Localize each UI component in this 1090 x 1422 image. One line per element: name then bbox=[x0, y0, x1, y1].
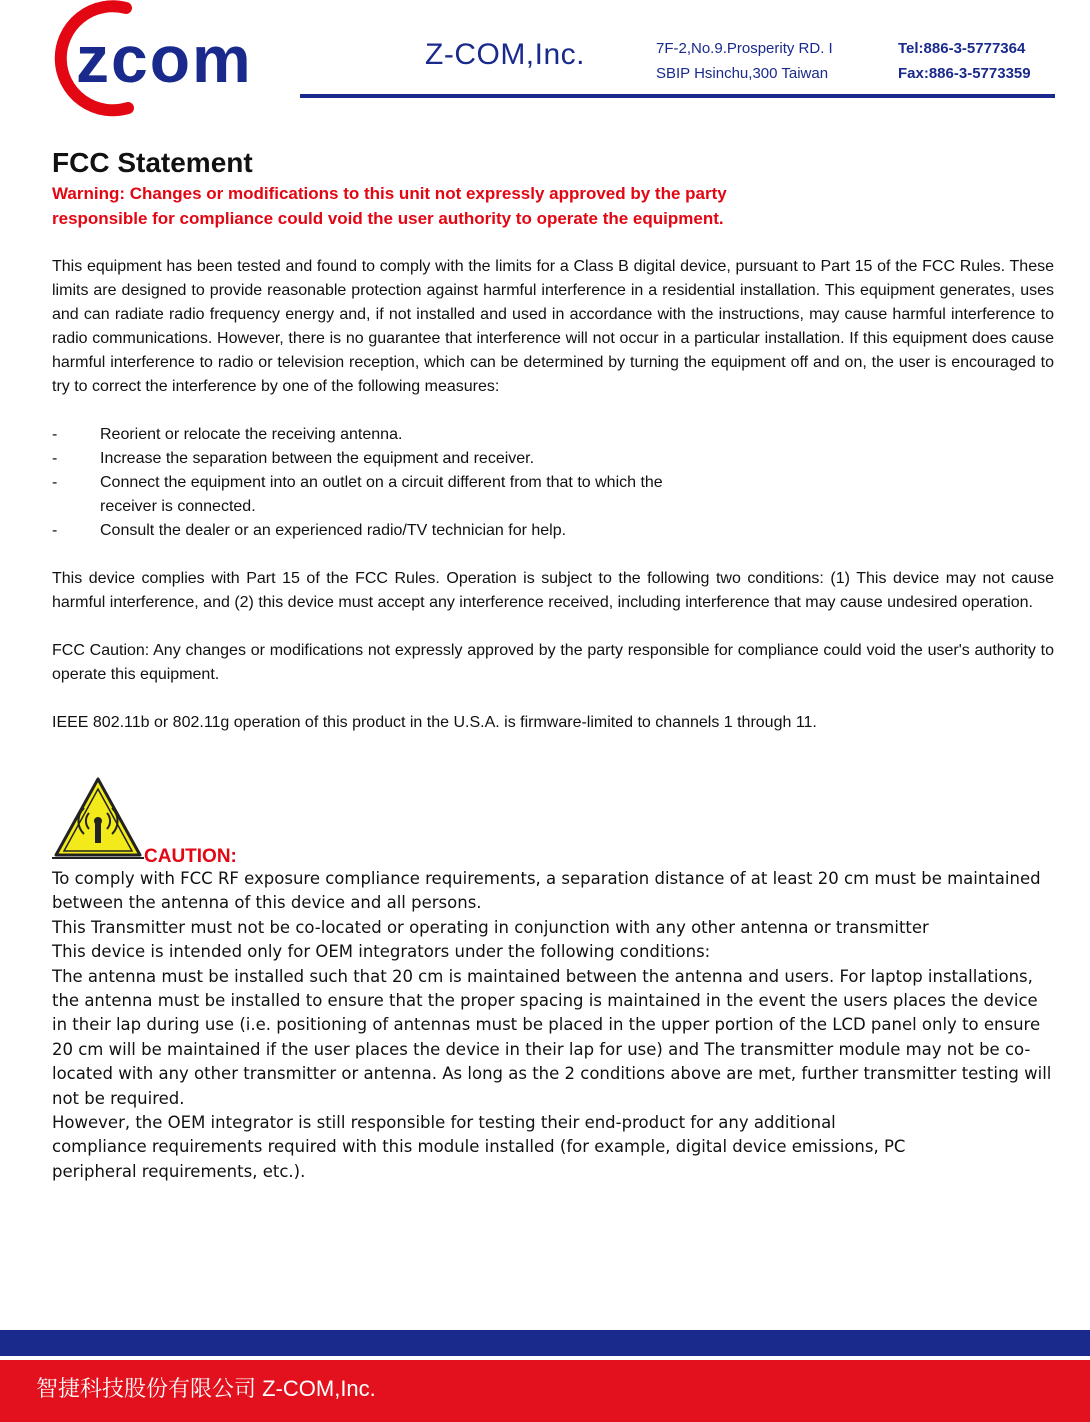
footer-top-bar bbox=[0, 1330, 1090, 1356]
company-contact bbox=[898, 36, 1031, 86]
company-address bbox=[656, 36, 833, 86]
caution-line-5: However, the OEM integrator is still responsible for testing their end-product for any additional compliance requirements required with this module installed (for example, digital device emissions, PC peripheral requirements, etc.). bbox=[52, 1113, 906, 1181]
list-item: - Increase the separation between the equipment and receiver. bbox=[52, 450, 535, 467]
caution-line-1: To comply with FCC RF exposure compliance requirements, a separation distance of at least 20 cm must be maintained between the antenna of this device and all persons. bbox=[52, 869, 1041, 913]
list-item: - Consult the dealer or an experienced radio/TV technician for help. bbox=[52, 522, 567, 539]
fcc-paragraph-2: This device complies with Part 15 of the FCC Rules. Operation is subject to the following two conditions: (1) This device may not cause harmful interference, and (2) this device must accept any interference received, including interference that may cause undesired operation. bbox=[52, 570, 1054, 611]
list-item: - Connect the equipment into an outlet on a circuit different from that to which the receiver is connected. bbox=[52, 474, 663, 515]
caution-row bbox=[52, 775, 1054, 867]
zcom-logo bbox=[48, 0, 303, 120]
list-item: - Reorient or relocate the receiving antenna. bbox=[52, 426, 403, 443]
tel: Tel:886-3-5777364 bbox=[898, 40, 1026, 57]
rf-warning-icon bbox=[52, 775, 144, 859]
fcc-paragraph-1: This equipment has been tested and found to comply with the limits for a Class B digital device, pursuant to Part 15 of the FCC Rules. These limits are designed to provide reasonable protection against harmful interference in a residential installation. This equipment generates, uses and can radiate radio frequency energy and, if not installed and used in accordance with the instructions, may cause harmful interference to radio communications. However, there is no guarantee that interference will not occur in a particular installation. If this equipment does cause harmful interference to radio or television reception, which can be determined by turning the equipment off and on, the user is encouraged to try to correct the interference by one of the following measures: bbox=[52, 258, 1054, 395]
address-line-1: 7F-2,No.9.Prosperity RD. I bbox=[656, 40, 833, 57]
fcc-caution-paragraph: FCC Caution: Any changes or modifications not expressly approved by the party responsible for compliance could void the user's authority to operate this equipment. bbox=[52, 642, 1054, 683]
company-title: Z-COM,Inc. bbox=[425, 38, 585, 71]
page-title: FCC Statement bbox=[52, 147, 253, 178]
address-line-2: SBIP Hsinchu,300 Taiwan bbox=[656, 65, 829, 82]
header-rule bbox=[300, 94, 1055, 98]
caution-label: CAUTION: bbox=[144, 846, 237, 867]
logo-text: zcom bbox=[76, 22, 253, 96]
ieee-paragraph: IEEE 802.11b or 802.11g operation of this product in the U.S.A. is firmware-limited to channels 1 through 11. bbox=[52, 714, 817, 731]
caution-line-2: This Transmitter must not be co-located or operating in conjunction with any other antenna or transmitter bbox=[52, 917, 929, 937]
document-body bbox=[52, 145, 1054, 1184]
warning-text: Warning: Changes or modifications to this unit not expressly approved by the party responsible for compliance could void the user authority to operate the equipment. bbox=[52, 184, 727, 228]
footer-company-name: 智捷科技股份有限公司 Z-COM,Inc. bbox=[36, 1376, 376, 1401]
measures-list bbox=[52, 423, 1054, 543]
caution-line-3: This device is intended only for OEM integrators under the following conditions: bbox=[52, 942, 711, 962]
caution-line-4: The antenna must be installed such that 20 cm is maintained between the antenna and users. For laptop installations, the antenna must be installed to ensure that the proper spacing is maintained in the event the users places the device in their lap during use (i.e. positioning of antennas must be placed in the upper portion of the LCD panel only to ensure 20 cm will be maintained if the user places the device in their lap for use) and The transmitter module may not be co-located with any other transmitter or antenna. As long as the 2 conditions above are met, further transmitter testing will not be required. bbox=[52, 966, 1052, 1108]
fax: Fax:886-3-5773359 bbox=[898, 65, 1031, 82]
